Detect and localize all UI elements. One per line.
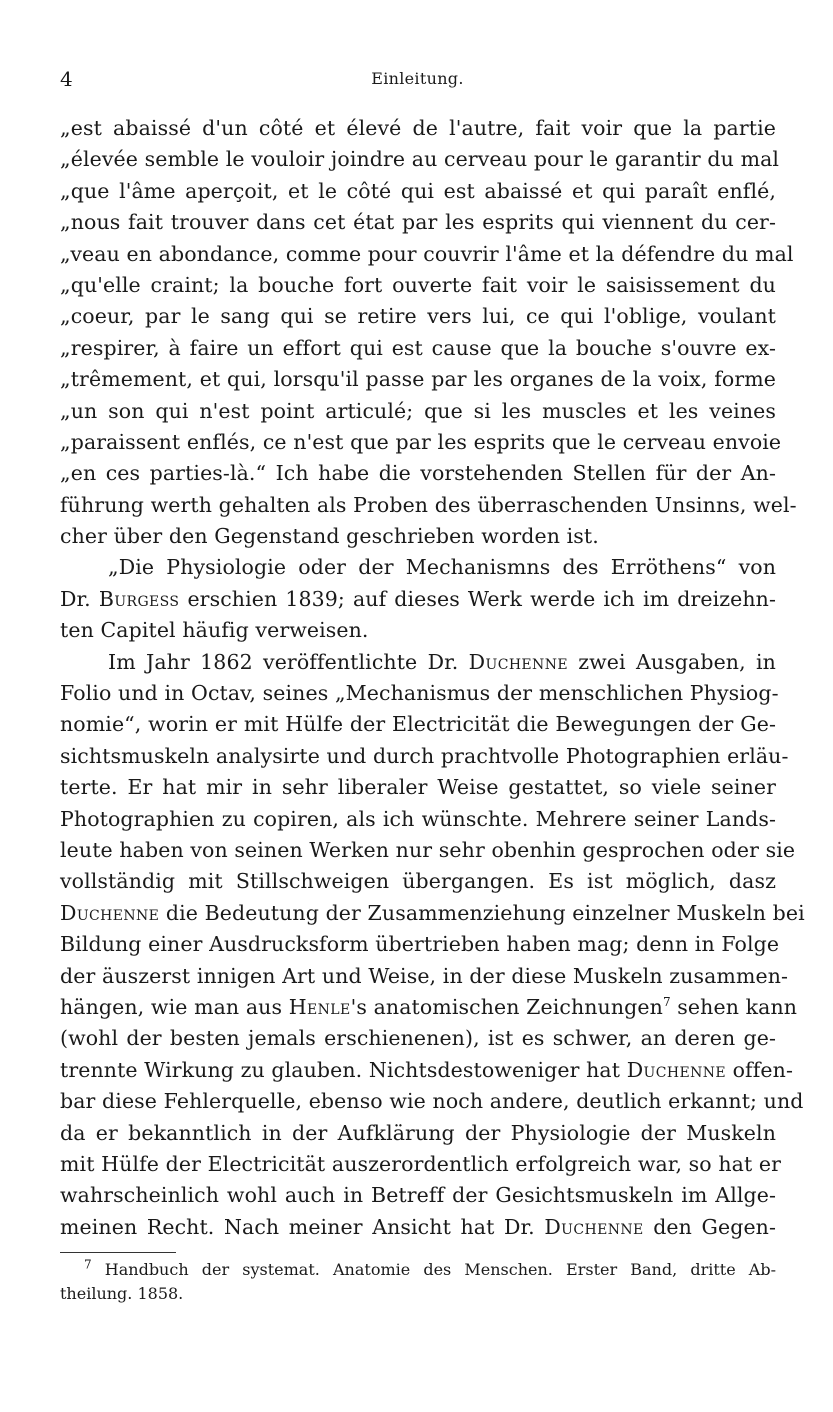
author-name: Duchenne xyxy=(626,1057,726,1082)
footnote-marker: 7 xyxy=(84,1257,92,1272)
text-line: cher über den Gegenstand geschrieben worden ist. xyxy=(60,524,599,549)
footnote-text: Handbuch der systemat. Anatomie des Menschen. Erster Band, dritte Ab- xyxy=(91,1260,776,1279)
text-line: „que l'âme aperçoit, et le côté qui est abaissé et qui paraît enflé, xyxy=(60,178,776,203)
text-line: Folio und in Octav, seines „Mechanismus der menschlichen Physiog- xyxy=(60,681,779,706)
text-line: (wohl der besten jemals erschienenen), ist es schwer, an deren ge- xyxy=(60,1026,776,1051)
author-name: Duchenne xyxy=(60,900,160,925)
text-line xyxy=(60,647,776,678)
author-name: Henle xyxy=(288,994,351,1019)
text-line: wahrscheinlich wohl auch in Betreff der Gesichtsmuskeln im Allge- xyxy=(60,1183,776,1208)
text-line xyxy=(60,992,798,1023)
text-fragment: 's anatomischen Zeichnungen xyxy=(350,994,663,1019)
text-line: „coeur, par le sang qui se retire vers lui, ce qui l'oblige, voulant xyxy=(60,304,776,329)
text-fragment: Im Jahr 1862 veröffentlichte Dr. xyxy=(108,649,469,674)
text-line: Bildung einer Ausdrucksform übertrieben haben mag; denn in Folge xyxy=(60,932,780,957)
text-fragment: den Gegen- xyxy=(643,1214,777,1239)
text-fragment: meinen Recht. Nach meiner Ansicht hat Dr. xyxy=(60,1214,545,1239)
text-line: „Die Physiologie oder der Mechanismns des Erröthens“ von xyxy=(108,555,776,580)
body-text xyxy=(60,113,805,1243)
text-line: „nous fait trouver dans cet état par les esprits qui viennent du cer- xyxy=(60,210,776,235)
author-name: Burgess xyxy=(98,586,180,611)
text-line xyxy=(60,898,805,929)
author-name: Duchenne xyxy=(468,649,568,674)
text-line: „qu'elle craint; la bouche fort ouverte fait voir le saisissement du xyxy=(60,272,776,297)
text-line xyxy=(60,1212,776,1243)
text-fragment: zwei Ausgaben, in xyxy=(567,649,776,674)
text-fragment: hängen, wie man aus xyxy=(60,994,289,1019)
footnote-reference[interactable]: 7 xyxy=(662,995,671,1010)
text-fragment: trennte Wirkung zu glauben. Nichtsdestoweniger hat xyxy=(60,1057,627,1082)
text-fragment: sehen kann xyxy=(670,994,798,1019)
text-line: ten Capitel häufig verweisen. xyxy=(60,618,369,643)
text-line: „un son qui n'est point articulé; que si les muscles et les veines xyxy=(60,398,776,423)
text-line: sichtsmuskeln analysirte und durch prachtvolle Photographien erläu- xyxy=(60,743,789,768)
text-line xyxy=(60,1055,793,1086)
text-line: Photographien zu copiren, als ich wünschte. Mehrere seiner Lands- xyxy=(60,806,776,831)
author-name: Duchenne xyxy=(544,1214,644,1239)
text-line: vollständig mit Stillschweigen übergangen. Es ist möglich, dasz xyxy=(60,869,776,894)
text-line: „élevée semble le vouloir joindre au cerveau pour le garantir du mal xyxy=(60,147,780,172)
footnotes xyxy=(60,1258,776,1306)
page-header xyxy=(60,64,775,94)
text-line: mit Hülfe der Electricität auszerordentlich erfolgreich war, so hat er xyxy=(60,1151,782,1176)
text-line: da er bekanntlich in der Aufklärung der Physiologie der Muskeln xyxy=(60,1120,776,1145)
page-number: 4 xyxy=(60,67,73,91)
text-line: terte. Er hat mir in sehr liberaler Weise gestattet, so viele seiner xyxy=(60,775,776,800)
text-fragment: offen- xyxy=(725,1057,793,1082)
text-line: bar diese Fehlerquelle, ebenso wie noch andere, deutlich erkannt; und xyxy=(60,1089,804,1114)
text-fragment: die Bedeutung der Zusammenziehung einzelner Muskeln bei xyxy=(159,900,805,925)
footnote-line xyxy=(60,1258,776,1282)
text-fragment: erschien 1839; auf dieses Werk werde ich im dreizehn- xyxy=(179,586,777,611)
text-line: „en ces parties-là.“ Ich habe die vorstehenden Stellen für der An- xyxy=(60,461,776,486)
text-line: der äuszerst innigen Art und Weise, in der diese Muskeln zusammen- xyxy=(60,963,789,988)
footnote-line: theilung. 1858. xyxy=(60,1284,184,1303)
running-title: Einleitung. xyxy=(371,69,464,88)
text-line: „est abaissé d'un côté et élevé de l'autre, fait voir que la partie xyxy=(60,116,776,140)
footnote-rule xyxy=(60,1252,176,1253)
text-line: „trêmement, et qui, lorsqu'il passe par les organes de la voix, forme xyxy=(60,367,776,392)
text-fragment: Dr. xyxy=(60,586,99,611)
text-line: „paraissent enflés, ce n'est que par les esprits que le cerveau envoie xyxy=(60,429,782,454)
text-line: „respirer, à faire un effort qui est cause que la bouche s'ouvre ex- xyxy=(60,335,776,360)
text-line: „veau en abondance, comme pour couvrir l'âme et la défendre du mal xyxy=(60,241,794,266)
text-line xyxy=(60,584,776,615)
text-line: nomie“, worin er mit Hülfe der Electricität die Bewegungen der Ge- xyxy=(60,712,776,737)
text-line: leute haben von seinen Werken nur sehr obenhin gesprochen oder sie xyxy=(60,837,796,862)
text-line: führung werth gehalten als Proben des überraschenden Unsinns, wel- xyxy=(60,492,797,517)
